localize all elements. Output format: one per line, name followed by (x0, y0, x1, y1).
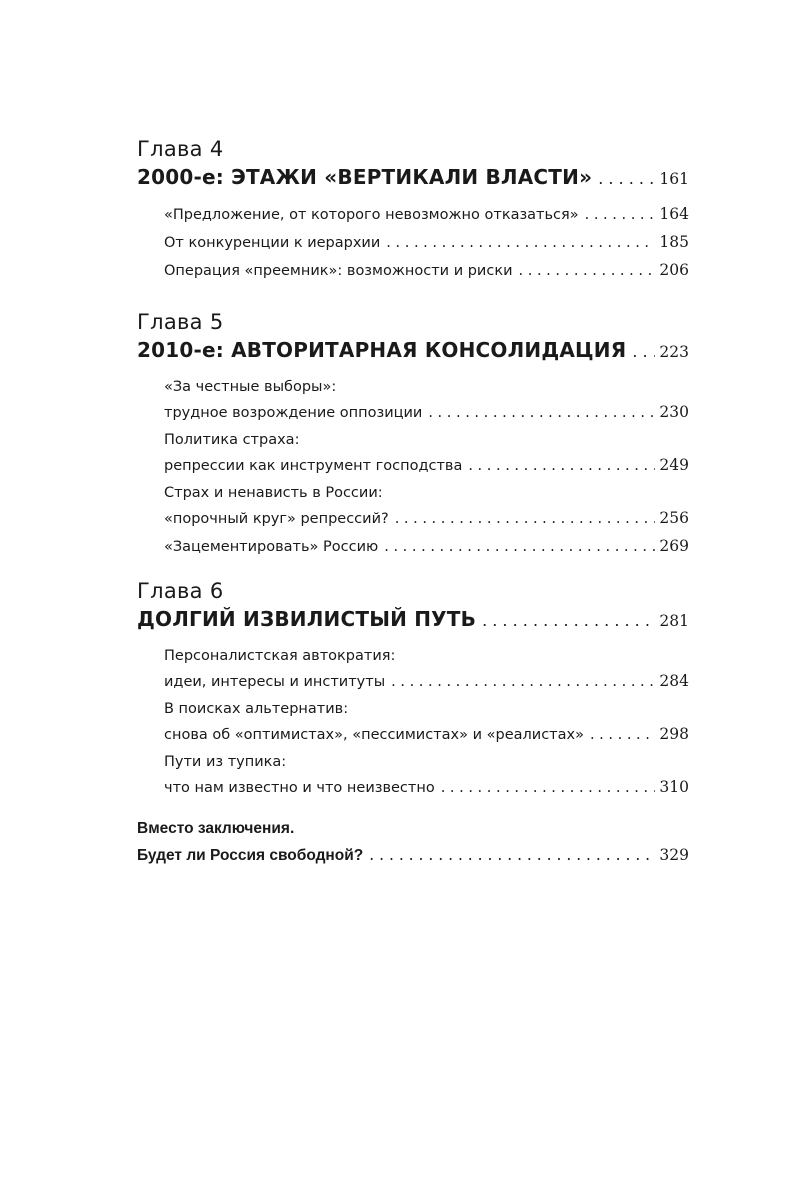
section-title-line: что нам известно и что неизвестно (164, 780, 435, 796)
dot-leader (519, 259, 656, 284)
chapter-label: Глава 5 (137, 310, 224, 334)
section-title-line: Страх и ненависть в России: (164, 485, 383, 501)
section-title-line: снова об «оптимистах», «пессимистах» и «реалистах» (164, 727, 584, 743)
page-number: 164 (659, 205, 689, 223)
chapter-5 (137, 309, 689, 559)
dot-leader (598, 164, 655, 194)
conclusion-title-line: Будет ли Россия свободной? (137, 847, 364, 864)
page-number: 185 (659, 233, 689, 251)
toc-entry[interactable] (164, 481, 689, 531)
chapter-label: Глава 4 (137, 137, 224, 161)
section-title-line: Политика страха: (164, 432, 300, 448)
page-number: 223 (659, 343, 689, 361)
section-list (164, 202, 689, 283)
page-number: 269 (659, 537, 689, 555)
dot-leader (585, 203, 656, 228)
section-title-line: В поисках альтернатив: (164, 701, 349, 717)
dot-leader (632, 337, 655, 367)
conclusion-title-line: Вместо заключения. (137, 820, 295, 837)
section-title-line: «порочный круг» репрессий? (164, 511, 389, 527)
chapter-title-row[interactable] (137, 335, 689, 365)
toc-entry[interactable] (164, 534, 689, 559)
section-list (164, 375, 689, 559)
chapter-title-row[interactable] (137, 604, 689, 634)
dot-leader (468, 454, 655, 479)
dot-leader (369, 842, 655, 868)
section-title-line: трудное возрождение оппозиции (164, 405, 423, 421)
page-number: 281 (659, 612, 689, 630)
toc-entry[interactable] (164, 750, 689, 800)
section-title-line: Пути из тупика: (164, 754, 287, 770)
chapter-title: 2010-е: АВТОРИТАРНАЯ КОНСОЛИДАЦИЯ (137, 338, 627, 362)
chapter-6 (137, 578, 689, 800)
toc-entry[interactable] (164, 375, 689, 425)
page-number: 230 (659, 403, 689, 421)
section-list (164, 644, 689, 800)
chapter-title: 2000-е: ЭТАЖИ «ВЕРТИКАЛИ ВЛАСТИ» (137, 165, 593, 189)
dot-leader (386, 231, 655, 256)
dot-leader (428, 401, 655, 426)
conclusion-entry[interactable] (137, 816, 689, 868)
section-title: Операция «преемник»: возможности и риски (164, 263, 513, 279)
dot-leader (395, 507, 656, 532)
chapter-title-row[interactable] (137, 162, 689, 192)
section-title: «Зацементировать» Россию (164, 539, 379, 555)
page-number: 298 (659, 725, 689, 743)
section-title: От конкуренции к иерархии (164, 235, 381, 251)
toc-entry[interactable] (164, 697, 689, 747)
section-title-line: идеи, интересы и институты (164, 674, 386, 690)
dot-leader (482, 606, 655, 636)
dot-leader (590, 723, 655, 748)
page-number: 161 (659, 170, 689, 188)
toc-entry[interactable] (164, 644, 689, 694)
section-title-line: «За честные выборы»: (164, 379, 337, 395)
toc-entry[interactable] (164, 202, 689, 227)
chapter-4 (137, 136, 689, 283)
dot-leader (441, 776, 656, 801)
toc-entry[interactable] (164, 230, 689, 255)
dot-leader (384, 535, 655, 560)
page-number: 310 (659, 778, 689, 796)
page-number: 249 (659, 456, 689, 474)
chapter-label: Глава 6 (137, 579, 224, 603)
dot-leader (391, 670, 655, 695)
toc-entry[interactable] (164, 428, 689, 478)
page-number: 256 (659, 509, 689, 527)
section-title-line: репрессии как инструмент господства (164, 458, 463, 474)
page-number: 284 (659, 672, 689, 690)
page-number: 329 (659, 846, 689, 864)
section-title-line: Персоналистская автократия: (164, 648, 396, 664)
page-number: 206 (659, 261, 689, 279)
toc-entry[interactable] (164, 258, 689, 283)
chapter-title: ДОЛГИЙ ИЗВИЛИСТЫЙ ПУТЬ (137, 607, 477, 631)
section-title: «Предложение, от которого невозможно отказаться» (164, 207, 579, 223)
